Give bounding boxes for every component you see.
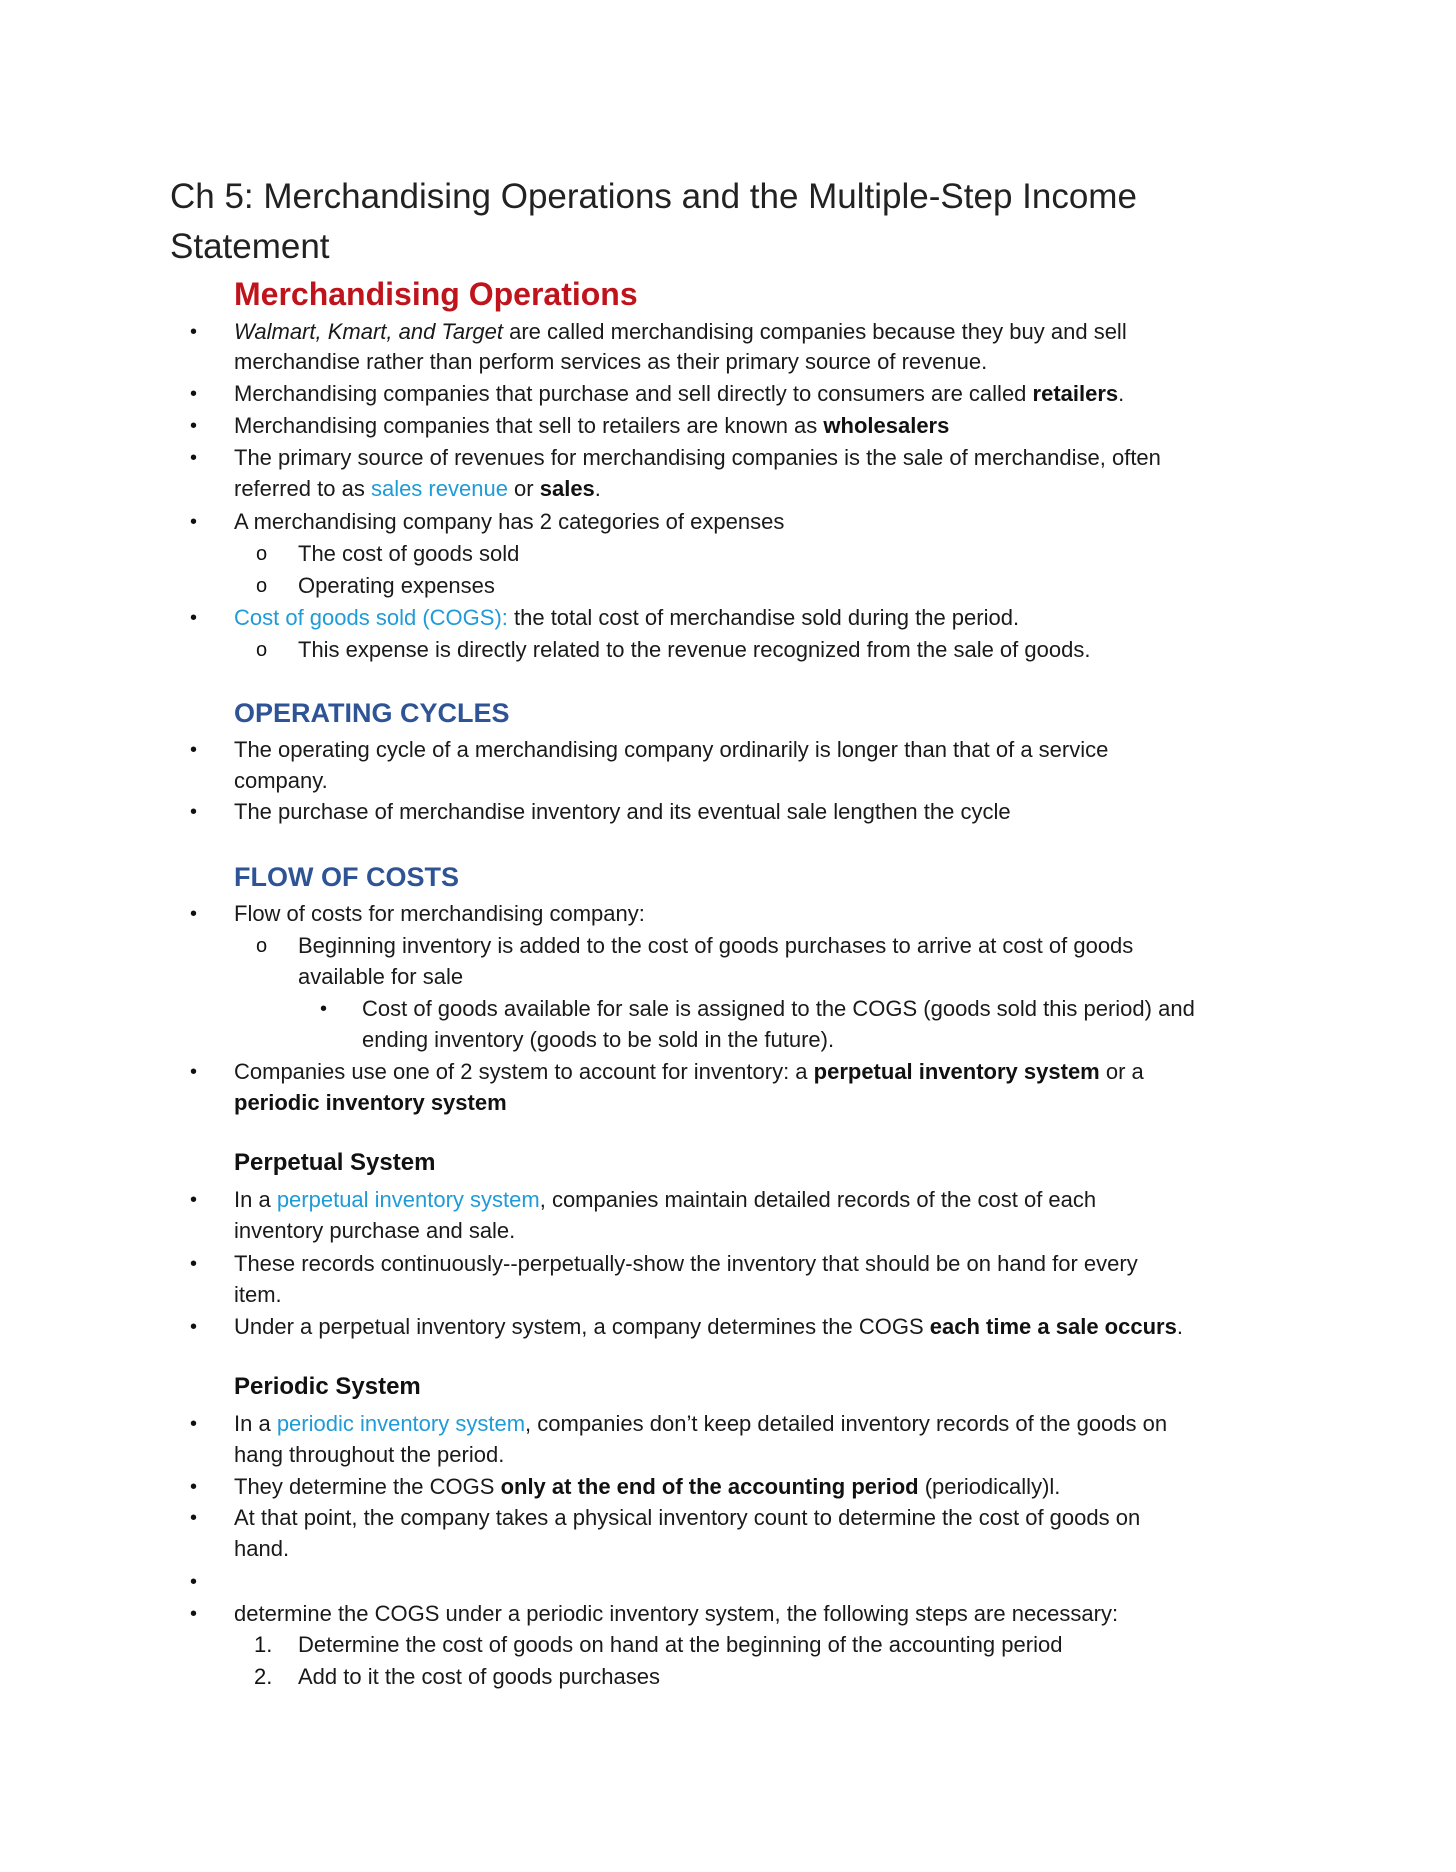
bullet-icon: • bbox=[190, 447, 198, 469]
sub-bullet-icon: o bbox=[256, 935, 268, 957]
bullet-icon: • bbox=[190, 739, 198, 761]
flow-subsub-1: Cost of goods available for sale is assigned to the COGS (goods sold this period) and bbox=[362, 996, 1195, 1021]
cycles-bullet-2: The purchase of merchandise inventory and its eventual sale lengthen the cycle bbox=[234, 799, 1011, 824]
step-number: 2. bbox=[254, 1664, 273, 1689]
merch-sub-3: This expense is directly related to the revenue recognized from the sale of goods. bbox=[298, 637, 1091, 662]
bullet-icon: • bbox=[190, 415, 198, 437]
bullet-icon: • bbox=[190, 1061, 198, 1083]
heading-periodic-system: Periodic System bbox=[234, 1373, 421, 1400]
term-each-time-sale: each time a sale occurs bbox=[929, 1314, 1177, 1339]
flow-bullet-2-cont bbox=[234, 1087, 1284, 1119]
heading-operating-cycles: OPERATING CYCLES bbox=[234, 698, 510, 728]
heading-merchandising-operations: Merchandising Operations bbox=[234, 276, 638, 312]
perpetual-bullet-1: In a perpetual inventory system, companies maintain detailed records of the cost of each bbox=[234, 1187, 1097, 1212]
bullet-icon: • bbox=[190, 321, 198, 343]
sub-bullet-icon: o bbox=[256, 575, 268, 597]
bullet-icon: • bbox=[320, 998, 328, 1020]
term-periodic-system: periodic inventory system bbox=[234, 1090, 507, 1115]
term-wholesalers: wholesalers bbox=[823, 413, 950, 438]
merch-bullet-4: The primary source of revenues for merchandising companies is the sale of merchandise, often bbox=[234, 445, 1161, 470]
flow-sub-1: Beginning inventory is added to the cost of goods purchases to arrive at cost of goods bbox=[298, 933, 1134, 958]
flow-subsub-1-cont: ending inventory (goods to be sold in the future). bbox=[362, 1027, 835, 1052]
periodic-bullet-1-cont: hang throughout the period. bbox=[234, 1442, 505, 1467]
merch-bullet-6: Cost of goods sold (COGS): the total cost of merchandise sold during the period. bbox=[234, 605, 1020, 630]
bullet-icon: • bbox=[190, 903, 198, 925]
sub-bullet-icon: o bbox=[256, 639, 268, 661]
periodic-bullet-3-cont: hand. bbox=[234, 1536, 290, 1561]
bullet-icon: • bbox=[190, 1413, 198, 1435]
cycles-bullet-1-cont: company. bbox=[234, 768, 328, 793]
bullet-icon: • bbox=[190, 1507, 198, 1529]
perpetual-bullet-3: Under a perpetual inventory system, a company determines the COGS each time a sale occurs. bbox=[234, 1314, 1183, 1339]
heading-perpetual-system: Perpetual System bbox=[234, 1149, 436, 1176]
bullet-icon: • bbox=[190, 383, 198, 405]
perpetual-bullet-2: These records continuously--perpetually-show the inventory that should be on hand for every bbox=[234, 1251, 1138, 1276]
page-title: Ch 5: Merchandising Operations and the Multiple-Step Income Statement bbox=[170, 177, 1137, 266]
bullet-icon: • bbox=[190, 1476, 198, 1498]
periodic-bullet-3: At that point, the company takes a physical inventory count to determine the cost of goods on bbox=[234, 1505, 1141, 1530]
perpetual-bullet-2-cont: item. bbox=[234, 1282, 282, 1307]
term-end-of-period: only at the end of the accounting period bbox=[500, 1474, 919, 1499]
merch-sub-1: The cost of goods sold bbox=[298, 541, 520, 566]
step-number: 1. bbox=[254, 1632, 273, 1657]
merch-bullet-2: Merchandising companies that purchase and sell directly to consumers are called retailers. bbox=[234, 381, 1125, 406]
term-sales: sales bbox=[539, 476, 595, 501]
term-cogs: Cost of goods sold (COGS): bbox=[234, 605, 508, 630]
term-perpetual-system: perpetual inventory system bbox=[813, 1059, 1100, 1084]
term-perpetual-inventory: perpetual inventory system bbox=[276, 1187, 540, 1212]
bullet-icon: • bbox=[190, 801, 198, 823]
sub-bullet-icon: o bbox=[256, 543, 268, 565]
bullet-icon: • bbox=[190, 1189, 198, 1211]
bullet-icon: • bbox=[190, 607, 198, 629]
bullet-icon: • bbox=[190, 1603, 198, 1625]
flow-bullet-1: Flow of costs for merchandising company: bbox=[234, 901, 645, 926]
bullet-icon: • bbox=[190, 1253, 198, 1275]
periodic-bullet-2: They determine the COGS only at the end of the accounting period (periodically)l. bbox=[234, 1474, 1061, 1499]
periodic-step-1: Determine the cost of goods on hand at the beginning of the accounting period bbox=[298, 1632, 1063, 1657]
term-periodic-inventory: periodic inventory system bbox=[276, 1411, 526, 1436]
merch-sub-2: Operating expenses bbox=[298, 573, 495, 598]
merch-bullet-1-cont: merchandise rather than perform services as their primary source of revenue. bbox=[234, 349, 988, 374]
company-names: Walmart, Kmart, and Target bbox=[234, 319, 503, 344]
empty-bullet-icon: • bbox=[190, 1571, 198, 1593]
merch-bullet-1: Walmart, Kmart, and Target are called merchandising companies because they buy and sell bbox=[234, 319, 1127, 344]
merch-bullet-4-cont: referred to as sales revenue or sales. bbox=[234, 476, 601, 501]
flow-sub-1-cont: available for sale bbox=[298, 964, 464, 989]
perpetual-bullet-1-cont: inventory purchase and sale. bbox=[234, 1218, 516, 1243]
bullet-icon: • bbox=[190, 1316, 198, 1338]
periodic-bullet-5: determine the COGS under a periodic inventory system, the following steps are necessary: bbox=[234, 1601, 1119, 1626]
periodic-bullet-1: In a periodic inventory system, companies don’t keep detailed inventory records of the goods on bbox=[234, 1411, 1168, 1436]
flow-bullet-2: Companies use one of 2 system to account for inventory: a perpetual inventory system or a bbox=[234, 1059, 1144, 1084]
merch-bullet-5: A merchandising company has 2 categories of expenses bbox=[234, 509, 785, 534]
heading-flow-of-costs: FLOW OF COSTS bbox=[234, 862, 459, 892]
term-sales-revenue: sales revenue bbox=[370, 476, 508, 501]
periodic-step-2: Add to it the cost of goods purchases bbox=[298, 1664, 661, 1689]
merch-bullet-3: Merchandising companies that sell to retailers are known as wholesalers bbox=[234, 413, 950, 438]
cycles-bullet-1: The operating cycle of a merchandising company ordinarily is longer than that of a service bbox=[234, 737, 1109, 762]
bullet-icon: • bbox=[190, 511, 198, 533]
term-retailers: retailers bbox=[1032, 381, 1119, 406]
